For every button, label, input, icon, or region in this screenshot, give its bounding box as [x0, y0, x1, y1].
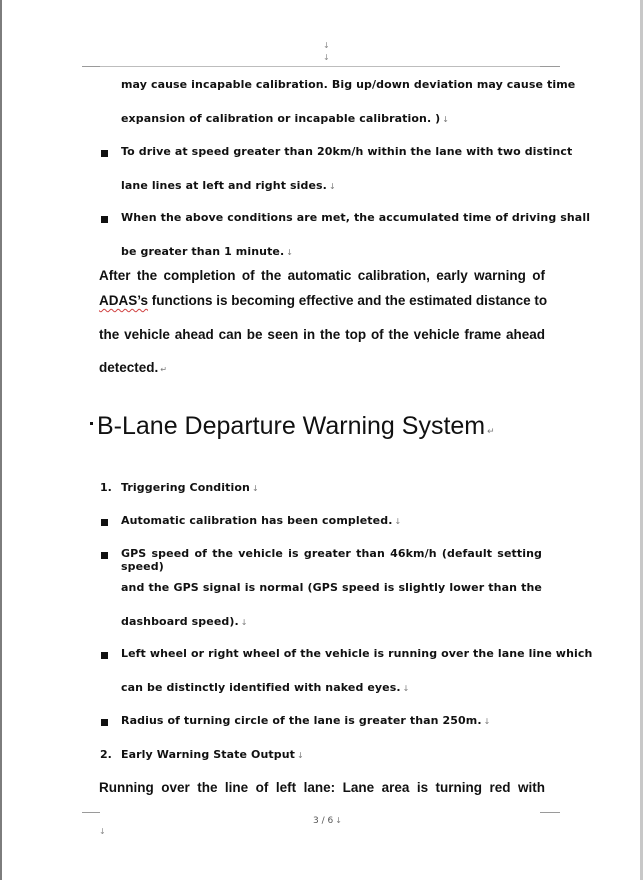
list-title: Triggering Condition ↓: [121, 481, 259, 494]
paragraph-line: the vehicle ahead can be seen in the top of the vehicle frame ahead: [99, 327, 545, 342]
spellcheck-word: ADAS’s: [99, 293, 149, 308]
header-rule: [100, 66, 540, 67]
header-crop-left: [82, 66, 100, 67]
bullet-text-cont: dashboard speed). ↓: [121, 615, 248, 628]
bullet-square: [101, 719, 108, 726]
heading-bullet-dot: [90, 422, 93, 425]
page-number: 3 / 6 ↓: [313, 816, 342, 826]
bullet-square: [101, 150, 108, 157]
bullet-text: GPS speed of the vehicle is greater than 46km/h (default setting speed): [121, 547, 542, 573]
page-left-edge: [0, 0, 2, 880]
bullet-text-cont: be greater than 1 minute. ↓: [121, 245, 294, 258]
bullet-text-cont: and the GPS signal is normal (GPS speed is slightly lower than the: [121, 581, 542, 594]
bullet-text: To drive at speed greater than 20km/h within the lane with two distinct: [121, 145, 573, 158]
section-heading: B-Lane Departure Warning System ↵: [90, 412, 495, 441]
paragraph-line: Running over the line of left lane: Lane area is turning red with: [99, 780, 545, 795]
header-mark: ↓: [323, 41, 330, 50]
bullet-square: [101, 652, 108, 659]
bullet-text-cont: can be distinctly identified with naked eyes. ↓: [121, 681, 410, 694]
bullet-square: [101, 216, 108, 223]
text-line: expansion of calibration or incapable calibration. ) ↓: [121, 112, 450, 125]
bullet-text: Left wheel or right wheel of the vehicle is running over the lane line which: [121, 647, 593, 660]
bullet-text: When the above conditions are met, the accumulated time of driving shall: [121, 211, 591, 224]
bullet-text-cont: lane lines at left and right sides. ↓: [121, 179, 336, 192]
footer-crop-left: [82, 812, 100, 813]
paragraph-line: ADAS’s functions is becoming effective and the estimated distance to: [99, 293, 548, 308]
bullet-square: [101, 552, 108, 559]
footer-crop-right: [540, 812, 560, 813]
list-number: 2.: [100, 748, 112, 761]
paragraph-line: After the completion of the automatic calibration, early warning of: [99, 268, 545, 283]
list-number: 1.: [100, 481, 112, 494]
paragraph-line: detected. ↵: [99, 360, 167, 375]
list-title: Early Warning State Output ↓: [121, 748, 304, 761]
text-line: may cause incapable calibration. Big up/down deviation may cause time: [121, 78, 576, 91]
bullet-square: [101, 519, 108, 526]
header-crop-right: [540, 66, 560, 67]
bullet-text: Automatic calibration has been completed. ↓: [121, 514, 402, 527]
footer-mark: ↓: [99, 827, 106, 836]
bullet-text: Radius of turning circle of the lane is greater than 250m. ↓: [121, 714, 491, 727]
header-mark-2: ↓: [323, 53, 330, 62]
